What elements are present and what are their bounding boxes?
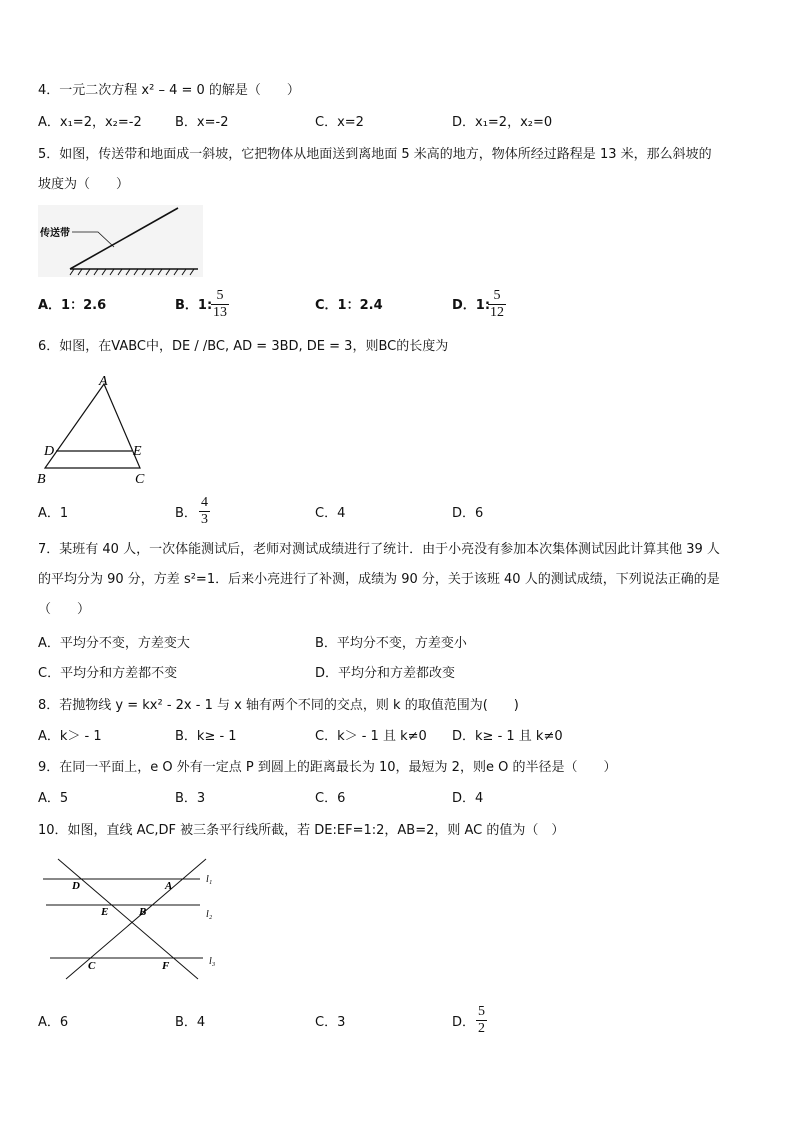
label-c: C bbox=[135, 472, 145, 487]
q5-option-b-fraction bbox=[211, 288, 229, 321]
question-8-stem: 8．若抛物线 y = kx² - 2x - 1 与 x 轴有两个不同的交点，则 k 的取值范围为( ) bbox=[38, 698, 519, 713]
q6-option-a: A．1 bbox=[38, 506, 69, 521]
conveyor-belt-figure bbox=[38, 205, 203, 277]
question-10-stem: 10．如图，直线 AC,DF 被三条平行线所截，若 DE:EF=1:2，AB=2，则 AC 的值为（ ） bbox=[38, 823, 565, 838]
triangle-abc-figure bbox=[34, 373, 154, 488]
q9-option-c: C．6 bbox=[315, 791, 346, 806]
q10-option-c: C．3 bbox=[315, 1015, 346, 1030]
q8-option-b: B．k≥ - 1 bbox=[175, 729, 237, 744]
label-l1: l₁ bbox=[206, 874, 213, 885]
q5-option-a: A．1：2.6 bbox=[38, 298, 107, 313]
q6-option-c: C．4 bbox=[315, 506, 346, 521]
fraction-numerator: 4 bbox=[201, 495, 208, 510]
belt-label: 传送带 bbox=[40, 228, 70, 239]
q10-option-a: A．6 bbox=[38, 1015, 69, 1030]
line-df bbox=[58, 859, 198, 979]
q4-option-b: B．x=-2 bbox=[175, 115, 229, 130]
question-7-stem-line1: 7．某班有 40 人，一次体能测试后，老师对测试成绩进行了统计．由于小亮没有参加本次集体测试因此计算其他 39 人 bbox=[38, 542, 720, 557]
label-e: E bbox=[101, 906, 109, 918]
q8-option-c: C．k＞ - 1 且 k≠0 bbox=[315, 729, 427, 744]
question-5-stem-line1: 5．如图，传送带和地面成一斜坡，它把物体从地面送到离地面 5 米高的地方，物体所经过路程是 13 米，那么斜坡的 bbox=[38, 147, 712, 162]
q7-option-c: C．平均分和方差都不变 bbox=[38, 666, 178, 681]
line-ac bbox=[66, 859, 206, 979]
label-l3: l₃ bbox=[209, 956, 216, 967]
label-l2: l₂ bbox=[206, 909, 213, 920]
q6-option-b-fraction bbox=[199, 495, 210, 528]
q4-option-a: A．x₁=2，x₂=-2 bbox=[38, 115, 142, 130]
label-d: D bbox=[72, 880, 80, 892]
fraction-denominator: 2 bbox=[478, 1021, 485, 1036]
q7-option-b: B．平均分不变，方差变小 bbox=[315, 636, 467, 651]
q5-option-b-prefix: B．1: bbox=[175, 298, 213, 313]
fraction-denominator: 12 bbox=[490, 305, 504, 320]
question-9-stem: 9．在同一平面上，e O 外有一定点 P 到圆上的距离最长为 10，最短为 2，则e O 的半径是（ ） bbox=[38, 760, 617, 775]
label-a: A bbox=[165, 880, 173, 892]
question-7-stem-line2: 的平均分为 90 分，方差 s²=1．后来小亮进行了补测，成绩为 90 分，关于该班 40 人的测试成绩，下列说法正确的是 bbox=[38, 572, 720, 587]
label-e: E bbox=[133, 444, 142, 459]
q9-option-b: B．3 bbox=[175, 791, 206, 806]
fraction-denominator: 3 bbox=[201, 512, 208, 527]
label-b: B bbox=[37, 472, 46, 487]
label-a: A bbox=[99, 374, 108, 389]
triangle-abc bbox=[45, 384, 140, 468]
q4-option-d: D．x₁=2，x₂=0 bbox=[452, 115, 553, 130]
fraction-numerator: 5 bbox=[493, 288, 501, 303]
q8-option-a: A．k＞ - 1 bbox=[38, 729, 102, 744]
fraction-numerator: 5 bbox=[216, 288, 224, 303]
q7-option-a: A．平均分不变，方差变大 bbox=[38, 636, 190, 651]
question-7-stem-line3: （ ） bbox=[38, 602, 91, 617]
label-b: B bbox=[139, 906, 147, 918]
q10-option-d-prefix: D． bbox=[452, 1015, 476, 1030]
fraction-denominator: 13 bbox=[213, 305, 227, 320]
q8-option-d: D．k≥ - 1 且 k≠0 bbox=[452, 729, 563, 744]
q9-option-d: D．4 bbox=[452, 791, 484, 806]
q5-option-d-prefix: D．1: bbox=[452, 298, 491, 313]
question-5-stem-line2: 坡度为（ ） bbox=[38, 177, 130, 192]
q7-option-d: D．平均分和方差都改变 bbox=[315, 666, 456, 681]
q9-option-a: A．5 bbox=[38, 791, 69, 806]
question-6-stem: 6．如图，在VABC中，DE / /BC, AD = 3BD, DE = 3，则BC的长度为 bbox=[38, 339, 449, 354]
q6-option-b-prefix: B． bbox=[175, 506, 197, 521]
question-4-stem: 4．一元二次方程 x² – 4 = 0 的解是（ ） bbox=[38, 83, 300, 98]
label-d: D bbox=[44, 444, 55, 459]
parallel-lines-figure bbox=[38, 855, 228, 985]
q10-option-d-fraction bbox=[476, 1004, 487, 1037]
fraction-numerator: 5 bbox=[478, 1004, 485, 1019]
q6-option-d: D．6 bbox=[452, 506, 484, 521]
q4-option-c: C．x=2 bbox=[315, 115, 364, 130]
label-c: C bbox=[88, 960, 96, 972]
q5-option-c: C．1：2.4 bbox=[315, 298, 383, 313]
q5-option-d-fraction bbox=[488, 288, 506, 321]
label-f: F bbox=[162, 960, 170, 972]
q10-option-b: B．4 bbox=[175, 1015, 206, 1030]
